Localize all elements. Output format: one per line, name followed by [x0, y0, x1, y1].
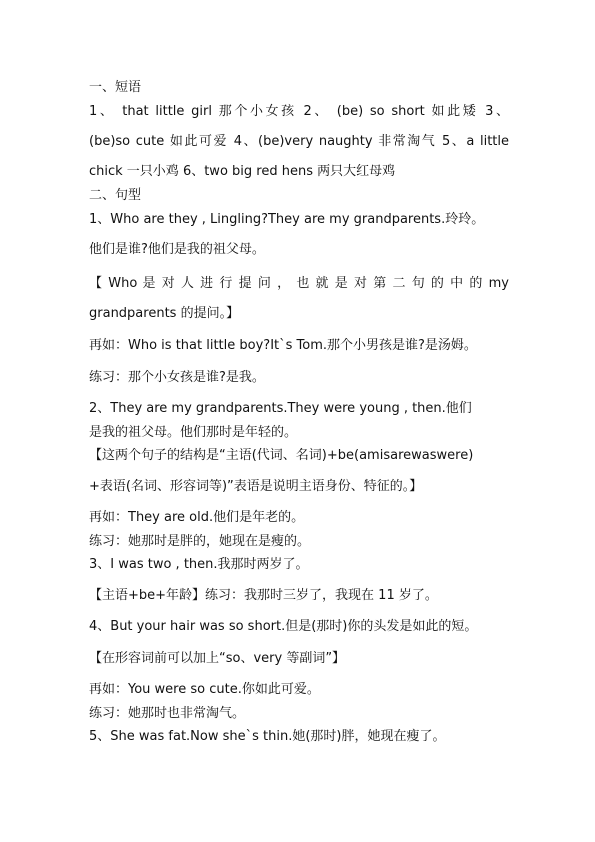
sentence-4-example: 再如：You were so cute.你如此可爱。 — [89, 682, 320, 697]
sentence-4-line: 4、But your hair was so short.但是(那时)你的头发是如此的短。 — [89, 619, 478, 634]
phrases-line-3: chick 一只小鸡 6、two big red hens 两只大红母鸡 — [89, 164, 396, 179]
sentence-4-exercise: 练习：她那时也非常淘气。 — [89, 706, 246, 721]
sentence-2-line-2: 是我的祖父母。他们那时是年轻的。 — [89, 425, 298, 440]
sentence-1-note-line-2: grandparents 的提问。】 — [89, 306, 240, 321]
sentence-2-exercise: 练习：她那时是胖的，她现在是瘦的。 — [89, 534, 311, 549]
sentence-4-note: 【在形容词前可以加上“so、very 等副词”】 — [89, 651, 346, 666]
sentence-1-note-line-1: 【 Who 是 对 人 进 行 提 问 ， 也 就 是 对 第 二 句 的 中 的 my — [89, 276, 509, 291]
sentence-1-example: 再如：Who is that little boy?It`s Tom.那个小男孩是谁?是汤姆。 — [89, 338, 477, 353]
sentence-1-line-1: 1、Who are they , Lingling?They are my grandparents.玲玲。 — [89, 212, 485, 227]
sentence-5-line: 5、She was fat.Now she`s thin.她(那时)胖，她现在瘦了。 — [89, 729, 446, 744]
sentence-1-exercise: 练习：那个小女孩是谁?是我。 — [89, 370, 265, 385]
sentence-3-line: 3、I was two , then.我那时两岁了。 — [89, 557, 309, 572]
heading-sentences: 二、句型 — [89, 188, 142, 203]
sentence-2-note-line-2: +表语(名词、形容词等)”表语是说明主语身份、特征的。】 — [89, 479, 423, 494]
sentence-1-line-2: 他们是谁?他们是我的祖父母。 — [89, 242, 265, 257]
phrases-line-1: 1、 that little girl 那个小女孩 2、 (be) so short 如此矮 3、 — [89, 104, 509, 119]
sentence-2-note-line-1: 【这两个句子的结构是“主语(代词、名词)+be(amisarewaswere) — [89, 448, 474, 463]
heading-phrases: 一、短语 — [89, 80, 142, 95]
phrases-line-2: (be)so cute 如此可爱 4、(be)very naughty 非常淘气 5、a little — [89, 134, 509, 149]
sentence-3-note: 【主语+be+年龄】练习：我那时三岁了，我现在 11 岁了。 — [89, 588, 438, 603]
sentence-2-line-1: 2、They are my grandparents.They were young , then.他们 — [89, 401, 472, 416]
sentence-2-example: 再如：They are old.他们是年老的。 — [89, 510, 305, 525]
